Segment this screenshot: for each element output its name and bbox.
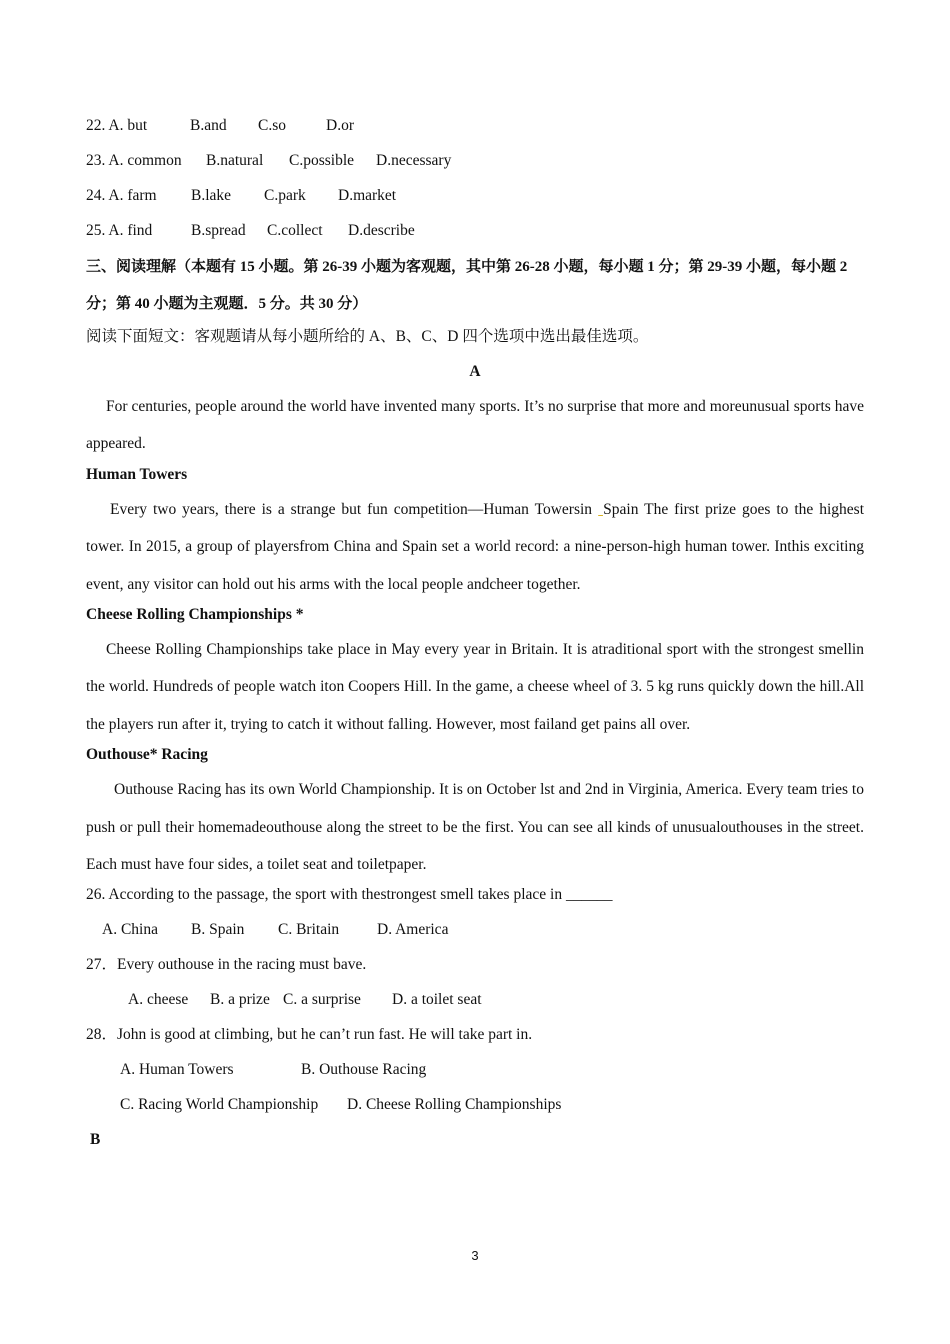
human-towers-text-b: Spain The first prize goes to the highest tower. In 2015, a group of playersfrom China and Spain set a world record: a nine-person-high human tower. Inthis exciting event, any visitor can hold out his arms with the local people andcheer together. xyxy=(86,500,864,593)
q24-option-d: D.market xyxy=(338,187,397,204)
question-27-stem: 27．Every outhouse in the racing must bave. xyxy=(86,956,367,974)
question-23 xyxy=(86,147,864,182)
q28-option-c: C. Racing World Championship xyxy=(120,1096,319,1114)
q28-option-d: D. Cheese Rolling Championships xyxy=(347,1096,562,1114)
cheese-rolling-heading: Cheese Rolling Championships * xyxy=(86,606,304,624)
q27-option-c: C. a surprise xyxy=(283,991,361,1009)
q27-option-b: B. a prize xyxy=(210,991,270,1009)
exam-page xyxy=(86,112,864,1161)
q23-option-c: C.possible xyxy=(289,152,355,169)
cheese-rolling-paragraph: Cheese Rolling Championships take place in May every year in Britain. It is atraditional sport with the strongest smellin the world. Hundreds of people watch iton Coopers Hill. In the game, a cheese wheel of 3. 5 kg runs quickly down the hill.All the players run after it, trying to catch it without falling. However, most failand get pains all over. xyxy=(86,641,864,733)
q27-option-d: D. a toilet seat xyxy=(392,991,482,1009)
question-28-options-cd xyxy=(86,1091,864,1126)
section-3-instruction: 阅读下面短文：客观题请从每小题所给的 A、B、C、D 四个选项中选出最佳选项。 xyxy=(86,328,649,345)
q25-option-c: C.collect xyxy=(267,222,323,239)
q22-option-b: B.and xyxy=(190,117,227,134)
q26-option-b: B. Spain xyxy=(191,921,245,939)
q28-option-a: A. Human Towers xyxy=(120,1061,234,1079)
q25-option-d: D.describe xyxy=(348,222,415,239)
outhouse-racing-paragraph: Outhouse Racing has its own World Championship. It is on October lst and 2nd in Virginia, America. Every team tries to push or pull their homemadeouthouse along the street to be the first. You can see all kinds of unusualouthouses in the street. Each must have four sides, a toilet seat and toiletpaper. xyxy=(86,781,864,874)
q24-option-a: 24. A. farm xyxy=(86,187,157,204)
page-number: 3 xyxy=(471,1248,479,1263)
caret-mark: ˍ xyxy=(597,500,604,518)
question-26-options xyxy=(86,916,864,951)
q23-option-b: B.natural xyxy=(206,152,264,169)
q25-option-b: B.spread xyxy=(191,222,246,239)
passage-a-intro: For centuries, people around the world have invented many sports. It’s no surprise that more and moreunusual sports have appeared. xyxy=(86,398,864,453)
question-26-stem: 26. According to the passage, the sport with thestrongest smell takes place in ______ xyxy=(86,886,613,904)
q24-option-c: C.park xyxy=(264,187,306,204)
q26-option-d: D. America xyxy=(377,921,449,939)
q24-option-b: B.lake xyxy=(191,187,232,204)
human-towers-text-a: Every two years, there is a strange but fun competition—Human Towersin xyxy=(110,500,598,518)
q25-option-a: 25. A. find xyxy=(86,222,153,239)
human-towers-heading: Human Towers xyxy=(86,465,188,483)
q22-option-c: C.so xyxy=(258,117,286,134)
q23-option-a: 23. A. common xyxy=(86,152,182,169)
passage-a-label: A xyxy=(469,363,481,380)
question-28-stem: 28．John is good at climbing, but he can’t run fast. He will take part in. xyxy=(86,1026,533,1044)
q27-option-a: A. cheese xyxy=(128,991,189,1009)
section-3-heading: 三、阅读理解（本题有 15 小题。第 26-39 小题为客观题，其中第 26-28 小题，每小题 1 分；第 29-39 小题，每小题 2 分；第 40 小题为主观题．5 分。共 30 分） xyxy=(86,259,848,312)
passage-b-label: B xyxy=(90,1131,101,1149)
question-24 xyxy=(86,182,864,217)
question-27-options xyxy=(86,986,864,1021)
q23-option-d: D.necessary xyxy=(376,152,452,169)
q28-option-b: B. Outhouse Racing xyxy=(301,1061,427,1079)
outhouse-racing-heading: Outhouse* Racing xyxy=(86,746,208,764)
q26-option-a: A. China xyxy=(102,921,158,939)
question-28-options-ab xyxy=(86,1056,864,1091)
human-towers-paragraph xyxy=(86,491,864,603)
q22-option-a: 22. A. but xyxy=(86,117,148,134)
question-25 xyxy=(86,217,864,252)
q22-option-d: D.or xyxy=(326,117,354,134)
question-22 xyxy=(86,112,864,147)
q26-option-c: C. Britain xyxy=(278,921,340,939)
